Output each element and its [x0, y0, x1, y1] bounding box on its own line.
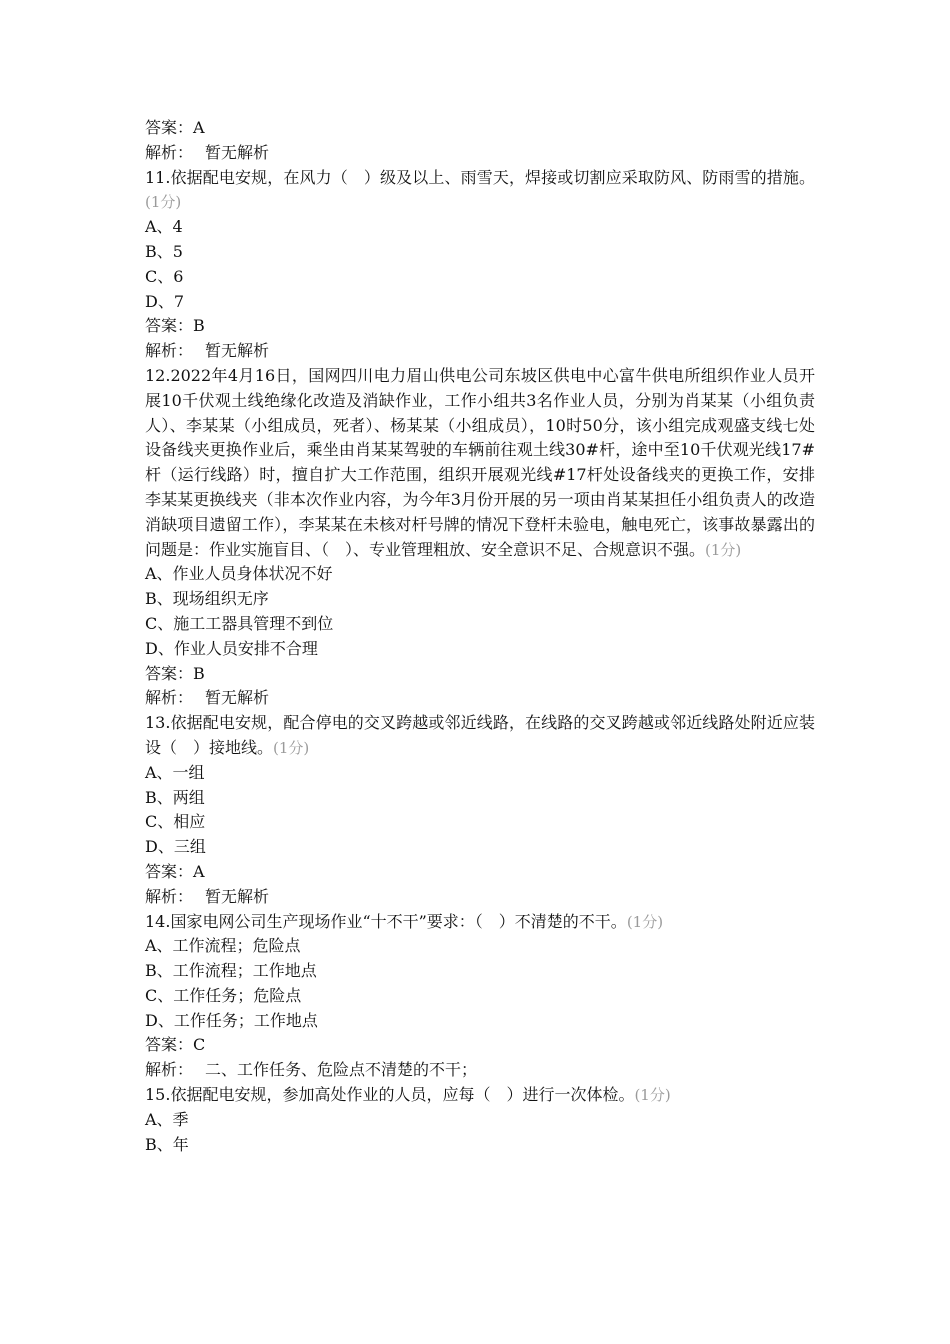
analysis-text: 暂无解析	[205, 142, 270, 162]
question-stem: 12.2022年4月16日，国网四川电力眉山供电公司东坡区供电中心富牛供电所组织作业人员开展10千伏观土线绝缘化改造及消缺作业，工作小组共3名作业人员，分别为肖某某（小组负责人）、李某某（小组成员，死者）、杨某某（小组成员），10时50分，该小组完成观盛支线七处设备线夹更换作业后，乘坐由肖某某驾驶的车辆前往观土线30#杆，途中至10千伏观光线17#杆（运行线路）时，擅自扩大工作范围，组织开展观光线#17杆处设备线夹的更换工作，安排李某某更换线夹（非本次作业内容，为今年3月份开展的另一项由肖某某担任小组负责人的改造消缺项目遗留工作），李某某在未核对杆号牌的情况下登杆未验电，触电死亡，该事故暴露出的问题是：作业实施盲目、（ ）、专业管理粗放、安全意识不足、合规意识不强。(1分)	[145, 365, 815, 559]
analysis-line	[145, 339, 815, 364]
option: D、三组	[145, 837, 206, 857]
question-score: (1分)	[145, 193, 182, 212]
analysis-line	[145, 1058, 815, 1083]
option: A、4	[145, 217, 183, 237]
answer-line: 答案：A	[145, 861, 205, 881]
option: C、施工工器具管理不到位	[145, 613, 334, 633]
option: B、年	[145, 1134, 189, 1154]
question-score: (1分)	[634, 1086, 671, 1105]
option: B、现场组织无序	[145, 589, 269, 609]
option: D、作业人员安排不合理	[145, 638, 318, 658]
analysis-label: 解析：	[145, 886, 194, 906]
option: B、5	[145, 241, 183, 261]
answer-line: 答案：C	[145, 1035, 206, 1055]
question-score: (1分)	[705, 540, 742, 559]
option: A、季	[145, 1109, 189, 1129]
option: B、两组	[145, 787, 205, 807]
analysis-label: 解析：	[145, 341, 194, 361]
option: B、工作流程；工作地点	[145, 961, 317, 981]
option: C、相应	[145, 812, 206, 832]
answer-line: 答案：B	[145, 316, 205, 336]
question-score: (1分)	[273, 738, 310, 757]
answer-line: 答案：A	[145, 118, 205, 137]
option: C、工作任务；危险点	[145, 985, 302, 1005]
question-stem: 11.依据配电安规，在风力（ ）级及以上、雨雪天，焊接或切割应采取防风、防雨雪的措施。(1分)	[145, 167, 815, 212]
analysis-text: 暂无解析	[205, 688, 270, 708]
option: C、6	[145, 266, 184, 286]
question-stem: 14.国家电网公司生产现场作业“十不干”要求：（ ）不清楚的不干。(1分)	[145, 911, 664, 931]
analysis-line	[145, 686, 815, 711]
question-stem: 13.依据配电安规，配合停电的交叉跨越或邻近线路，在线路的交叉跨越或邻近线路处附近应装设（ ）接地线。(1分)	[145, 713, 815, 757]
option: D、工作任务；工作地点	[145, 1010, 318, 1030]
option: A、作业人员身体状况不好	[145, 564, 333, 584]
analysis-line	[145, 885, 815, 910]
analysis-line	[145, 141, 815, 166]
question-score: (1分)	[626, 912, 664, 931]
analysis-label: 解析：	[145, 1060, 194, 1080]
analysis-text: 暂无解析	[205, 341, 270, 361]
analysis-text: 二、工作任务、危险点不清楚的不干；	[205, 1060, 478, 1080]
exam-page	[145, 116, 815, 1157]
option: A、工作流程；危险点	[145, 936, 301, 956]
option: A、一组	[145, 762, 205, 782]
analysis-label: 解析：	[145, 142, 194, 162]
option: D、7	[145, 291, 185, 311]
analysis-text: 暂无解析	[205, 886, 270, 906]
answer-line: 答案：B	[145, 663, 205, 683]
analysis-label: 解析：	[145, 688, 194, 708]
question-stem: 15.依据配电安规，参加高处作业的人员，应每（ ）进行一次体检。(1分)	[145, 1085, 671, 1105]
